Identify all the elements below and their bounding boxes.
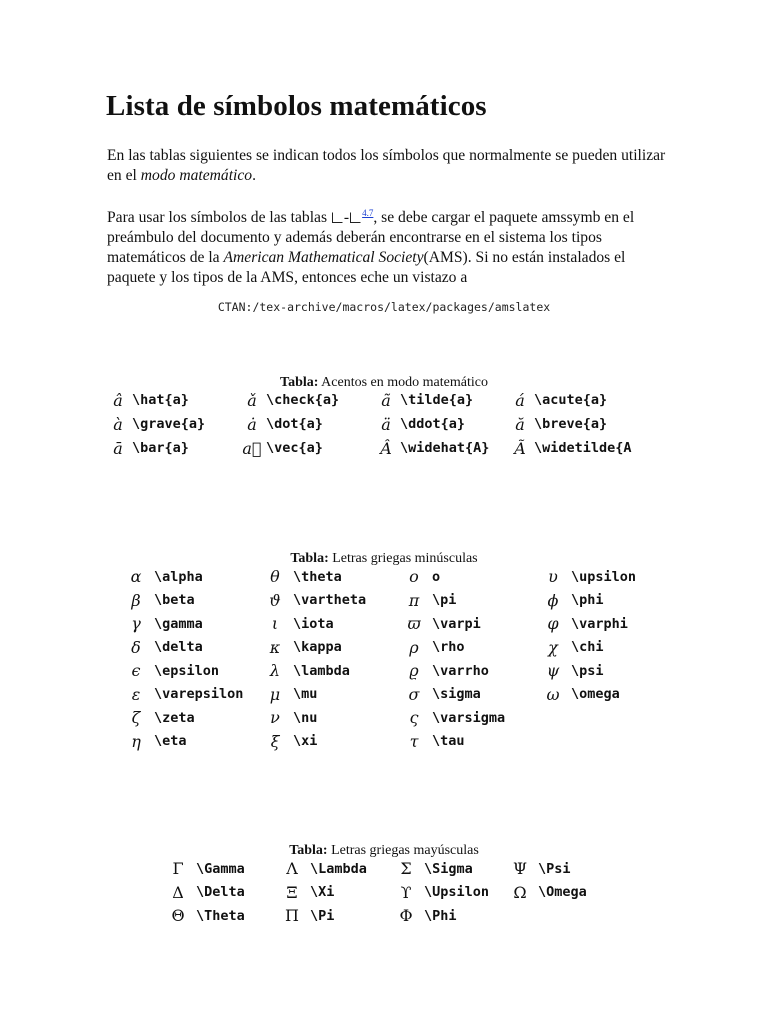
latex-command: \beta (154, 592, 195, 609)
table-row (118, 659, 674, 683)
latex-command: \ddot{a} (400, 416, 466, 432)
latex-command: \vec{a} (266, 440, 323, 456)
latex-command: \pi (432, 592, 457, 609)
symbol-glyph: ι (271, 614, 279, 634)
table-row (118, 612, 674, 636)
caption-text: Letras griegas mayúsculas (331, 843, 479, 858)
latex-command: \gamma (154, 615, 203, 632)
latex-command: \Xi (310, 884, 335, 901)
table-row (160, 904, 616, 928)
symbol-glyph (502, 904, 538, 928)
symbol-glyph: Â (380, 438, 392, 458)
latex-command: \acute{a} (534, 392, 608, 408)
symbol-glyph: ā (113, 438, 123, 458)
latex-command (571, 706, 674, 730)
latex-command: \Upsilon (424, 884, 490, 901)
ctan-path: CTAN:/tex-archive/macros/latex/packages/amslatex (217, 300, 551, 314)
symbol-glyph: μ (269, 684, 281, 704)
latex-command: \theta (293, 568, 342, 585)
symbol-glyph: ς (409, 708, 419, 728)
symbol-glyph: β (131, 590, 141, 610)
latex-command: \eta (154, 733, 187, 750)
latex-command: \omega (571, 686, 620, 703)
symbol-glyph: ã (381, 390, 391, 410)
latex-command: \check{a} (266, 392, 340, 408)
accents-table (104, 388, 654, 460)
symbol-glyph: α (130, 567, 142, 587)
symbol-glyph: κ (269, 637, 281, 657)
caption-label: Tabla: (289, 843, 328, 858)
symbol-glyph: ψ (546, 661, 560, 681)
latex-command: \Theta (196, 907, 245, 924)
latex-command: \Delta (196, 884, 245, 901)
latex-command: \alpha (154, 568, 203, 585)
latex-command: \widetilde{A (534, 440, 632, 456)
symbol-glyph: ǎ (247, 390, 257, 410)
symbol-glyph: Ψ (512, 859, 528, 879)
table-row (118, 730, 674, 754)
symbol-glyph: υ (548, 567, 558, 587)
table-row (118, 565, 674, 589)
symbol-glyph: ϵ (131, 661, 141, 681)
symbol-glyph: Ξ (286, 882, 298, 902)
symbol-glyph: φ (547, 614, 559, 634)
latex-command: \Omega (538, 884, 587, 901)
ams-text-part1: Para usar los símbolos de las tablas (107, 209, 331, 226)
symbol-glyph: a⃗ (242, 438, 262, 458)
symbol-glyph: δ (131, 637, 141, 657)
uppercase-greek-table (160, 857, 616, 928)
latex-command (538, 904, 616, 928)
latex-command: \breve{a} (534, 416, 608, 432)
latex-command: \chi (571, 639, 604, 656)
table-ref-box-icon (350, 212, 361, 223)
latex-command (571, 730, 674, 754)
latex-command: \varrho (432, 662, 489, 679)
latex-command: \lambda (293, 662, 350, 679)
ams-text-part2: , se debe cargar el paquete amssymb en el preámbulo del documento y además deberán encontrarse en el sistema los tipos matemáticos de la (107, 209, 635, 266)
table-ref-box-icon (332, 212, 343, 223)
latex-command: \psi (571, 662, 604, 679)
latex-command: \Pi (310, 907, 335, 924)
symbol-glyph: à (113, 414, 123, 434)
latex-command: \Lambda (310, 860, 367, 877)
table-row (104, 412, 654, 436)
symbol-glyph: ν (270, 708, 280, 728)
intro-text: En las tablas siguientes se indican todos los símbolos que normalmente se pueden utilizar en el (107, 147, 666, 184)
symbol-glyph: Σ (400, 859, 412, 879)
page-title: Lista de símbolos matemáticos (106, 90, 487, 122)
symbol-glyph: η (131, 731, 141, 751)
latex-command: \kappa (293, 639, 342, 656)
symbol-glyph: ϕ (547, 590, 559, 610)
ams-text-part3: (AMS). Si no están instalados el paquete y los tipos de la AMS, entonces eche un vistazo a (107, 249, 626, 286)
symbol-glyph: ϖ (407, 614, 421, 634)
symbol-glyph: ă (515, 414, 525, 434)
symbol-glyph: ξ (270, 731, 280, 751)
symbol-glyph: Π (285, 906, 299, 926)
symbol-glyph: Θ (171, 906, 185, 926)
table-row (118, 683, 674, 707)
symbol-glyph: τ (409, 731, 419, 751)
latex-command: o (432, 568, 441, 585)
symbol-glyph: ζ (131, 708, 141, 728)
table-row (160, 857, 616, 881)
latex-command: \rho (432, 639, 465, 656)
symbol-glyph: γ (131, 614, 141, 634)
symbol-glyph: á (515, 390, 525, 410)
symbol-glyph: o (409, 567, 419, 587)
table-row (104, 436, 654, 460)
symbol-glyph: Ã (514, 438, 526, 458)
symbol-glyph: λ (269, 661, 281, 681)
latex-command: \Sigma (424, 860, 473, 877)
symbol-glyph: ϱ (409, 661, 419, 681)
intro-text-end: . (252, 167, 256, 184)
latex-command: \grave{a} (132, 416, 206, 432)
symbol-glyph: Δ (172, 882, 184, 902)
latex-command: \mu (293, 686, 318, 703)
caption-label: Tabla: (280, 375, 319, 390)
symbol-glyph: ρ (409, 637, 419, 657)
symbol-glyph: Γ (172, 859, 184, 879)
symbol-glyph (535, 706, 571, 730)
symbol-glyph (535, 730, 571, 754)
symbol-glyph: σ (408, 684, 420, 704)
caption-text: Letras griegas minúsculas (332, 551, 478, 566)
table-row (118, 636, 674, 660)
table-row (104, 388, 654, 412)
caption-label: Tabla: (290, 551, 329, 566)
latex-command: \epsilon (154, 662, 220, 679)
table-row (160, 881, 616, 905)
ams-paragraph (107, 203, 667, 288)
symbol-glyph: χ (548, 637, 558, 657)
symbol-glyph: Ω (513, 882, 527, 902)
table-row (118, 706, 674, 730)
latex-command: \xi (293, 733, 318, 750)
latex-command: \widehat{A} (400, 440, 490, 456)
latex-command: \hat{a} (132, 392, 189, 408)
latex-command: \Gamma (196, 860, 245, 877)
latex-command: \varphi (571, 615, 628, 632)
symbol-glyph: ϒ (400, 882, 412, 902)
latex-command: \iota (293, 615, 334, 632)
lowercase-greek-table (118, 565, 674, 753)
latex-command: \varepsilon (154, 686, 244, 703)
latex-command: \delta (154, 639, 203, 656)
latex-command: \tilde{a} (400, 392, 474, 408)
table-range-separator: - (343, 209, 350, 226)
latex-command: \sigma (432, 686, 481, 703)
symbol-glyph: ε (131, 684, 141, 704)
footnote-link[interactable]: 4.7 (362, 208, 374, 218)
latex-command: \phi (571, 592, 604, 609)
latex-command: \bar{a} (132, 440, 189, 456)
symbol-glyph: θ (270, 567, 280, 587)
symbol-glyph: π (408, 590, 420, 610)
table-row (118, 589, 674, 613)
ams-society-name: American Mathematical Society (223, 249, 424, 266)
latex-command: \dot{a} (266, 416, 323, 432)
symbol-glyph: ȧ (247, 414, 257, 434)
symbol-glyph: â (113, 390, 123, 410)
latex-command: \tau (432, 733, 465, 750)
caption-text: Acentos en modo matemático (321, 375, 488, 390)
latex-command: \upsilon (571, 568, 637, 585)
latex-command: \nu (293, 709, 318, 726)
intro-emphasis: modo matemático (140, 167, 253, 184)
latex-command: \Phi (424, 907, 457, 924)
symbol-glyph: Φ (399, 906, 413, 926)
intro-paragraph (107, 146, 667, 186)
latex-command: \Psi (538, 860, 571, 877)
symbol-glyph: ϑ (269, 590, 281, 610)
latex-command: \varpi (432, 615, 481, 632)
symbol-glyph: Λ (286, 859, 298, 879)
latex-command: \varsigma (432, 709, 506, 726)
symbol-glyph: ω (546, 684, 560, 704)
symbol-glyph: ä (381, 414, 391, 434)
latex-command: \zeta (154, 709, 195, 726)
latex-command: \vartheta (293, 592, 367, 609)
